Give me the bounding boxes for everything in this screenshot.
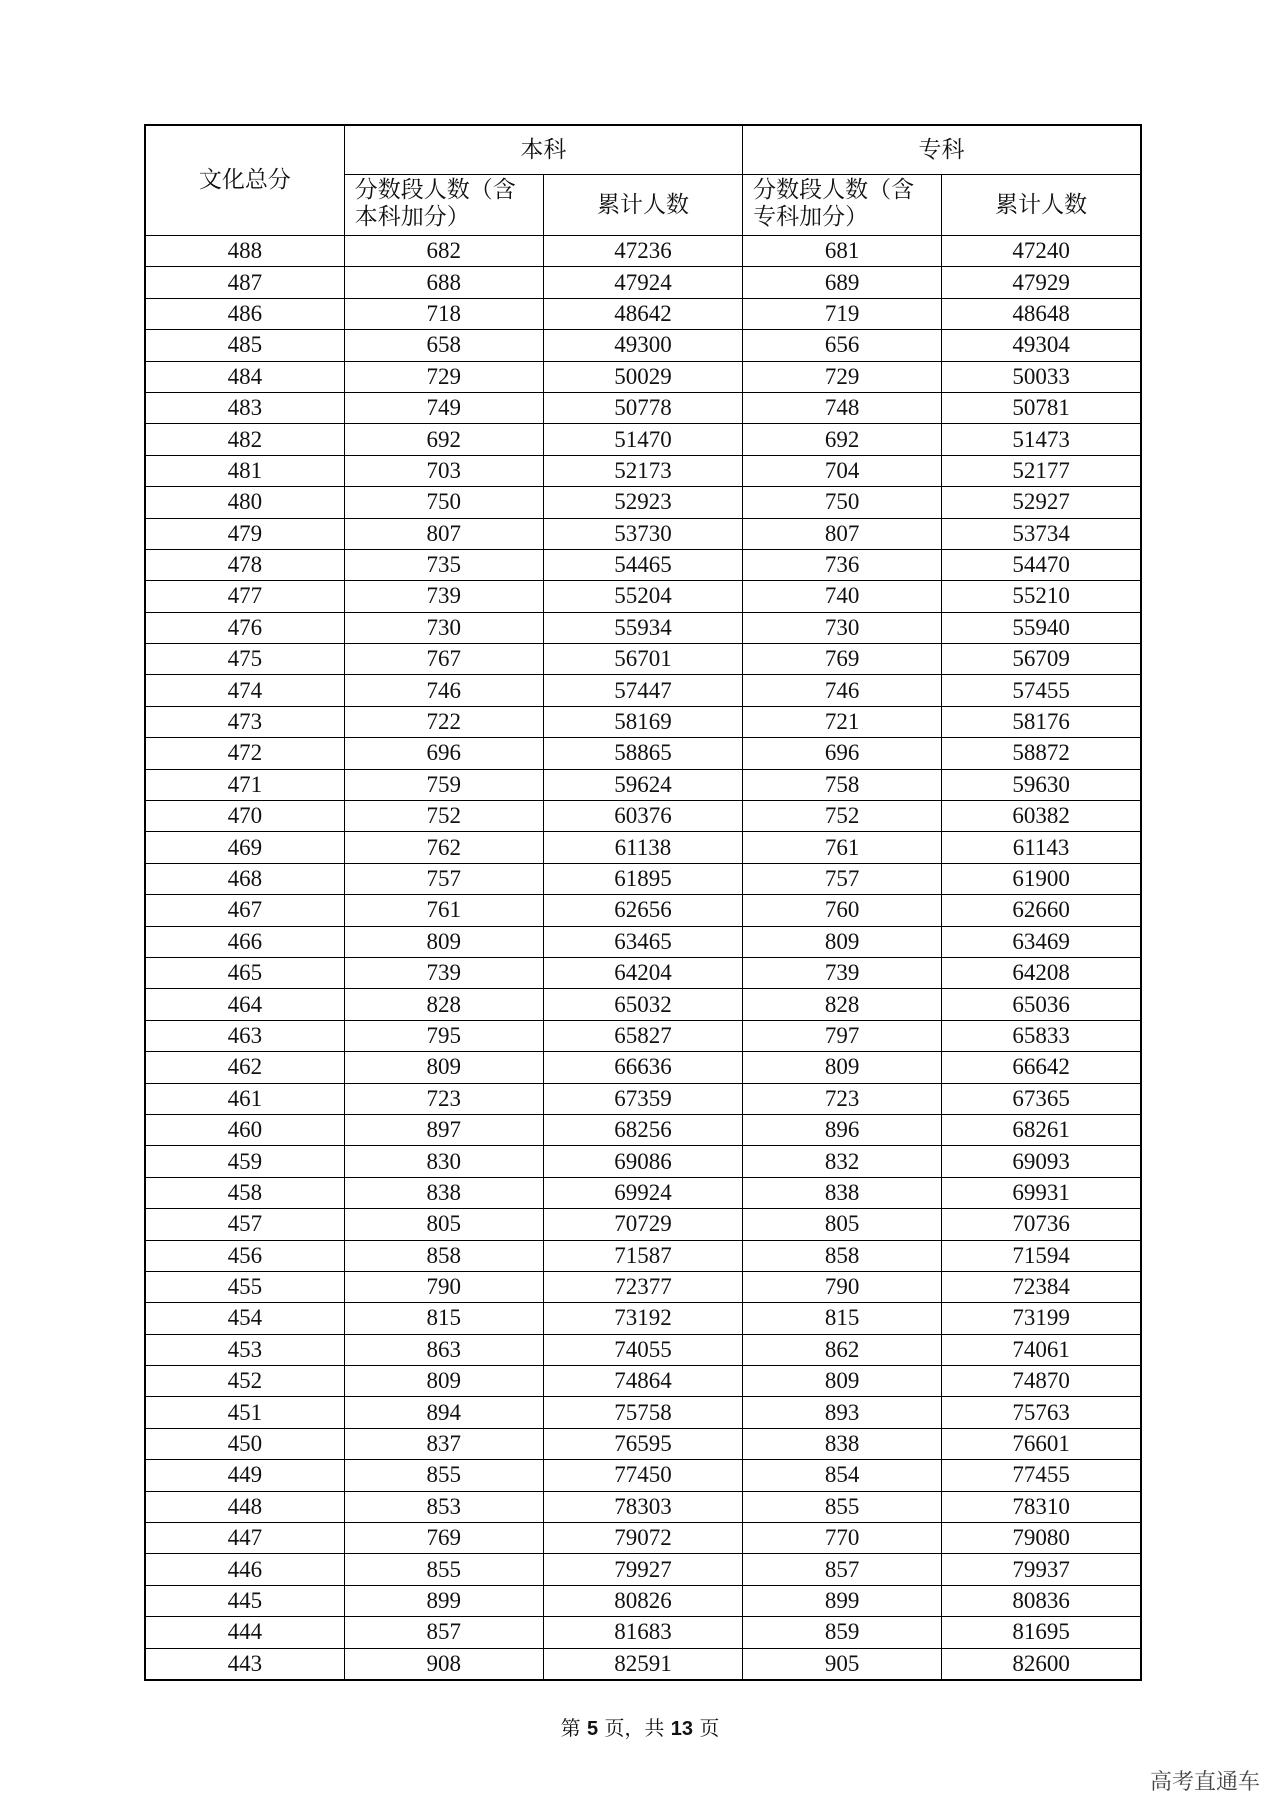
zhuanke-count-cell: 704: [743, 455, 942, 486]
table-row: [145, 1209, 1141, 1240]
zhuanke-count-cell: 809: [743, 1366, 942, 1397]
benke-cumulative-cell: 61895: [543, 863, 742, 894]
zhuanke-cumulative-cell: 78310: [942, 1491, 1141, 1522]
table-row: [145, 832, 1141, 863]
table-row: [145, 361, 1141, 392]
table-row: [145, 1397, 1141, 1428]
zhuanke-cumulative-cell: 56709: [942, 644, 1141, 675]
zhuanke-count-cell: 689: [743, 267, 942, 298]
benke-count-cell: 759: [344, 769, 543, 800]
benke-count-cell: 730: [344, 612, 543, 643]
zhuanke-cumulative-cell: 82600: [942, 1648, 1141, 1680]
table-row: [145, 1146, 1141, 1177]
benke-cumulative-cell: 68256: [543, 1114, 742, 1145]
benke-count-cell: 858: [344, 1240, 543, 1271]
zhuanke-count-cell: 857: [743, 1554, 942, 1585]
benke-count-cell: 696: [344, 738, 543, 769]
benke-cumulative-cell: 72377: [543, 1271, 742, 1302]
table-row: [145, 424, 1141, 455]
benke-cumulative-cell: 55934: [543, 612, 742, 643]
zhuanke-count-cell: 730: [743, 612, 942, 643]
zhuanke-count-cell: 748: [743, 392, 942, 423]
zhuanke-count-cell: 832: [743, 1146, 942, 1177]
benke-cumulative-cell: 50778: [543, 392, 742, 423]
score-cell: 465: [145, 957, 344, 988]
score-cell: 447: [145, 1523, 344, 1554]
zhuanke-cumulative-cell: 55210: [942, 581, 1141, 612]
score-cell: 483: [145, 392, 344, 423]
score-cell: 488: [145, 236, 344, 267]
zhuanke-cumulative-cell: 68261: [942, 1114, 1141, 1145]
zhuanke-count-cell: 723: [743, 1083, 942, 1114]
table-row: [145, 1114, 1141, 1145]
score-cell: 471: [145, 769, 344, 800]
score-cell: 478: [145, 549, 344, 580]
zhuanke-count-cell: 790: [743, 1271, 942, 1302]
benke-cumulative-cell: 77450: [543, 1460, 742, 1491]
table-row: [145, 1271, 1141, 1302]
benke-cumulative-cell: 65032: [543, 989, 742, 1020]
benke-cumulative-cell: 49300: [543, 330, 742, 361]
benke-count-cell: 805: [344, 1209, 543, 1240]
score-cell: 449: [145, 1460, 344, 1491]
score-cell: 485: [145, 330, 344, 361]
zhuanke-count-cell: 770: [743, 1523, 942, 1554]
benke-count-cell: 718: [344, 298, 543, 329]
benke-cumulative-cell: 78303: [543, 1491, 742, 1522]
zhuanke-cumulative-cell: 72384: [942, 1271, 1141, 1302]
zhuanke-count-cell: 858: [743, 1240, 942, 1271]
zhuanke-count-cell: 729: [743, 361, 942, 392]
header-benke-count: 分数段人数（含本科加分）: [344, 175, 543, 236]
table-row: [145, 298, 1141, 329]
benke-count-cell: 815: [344, 1303, 543, 1334]
benke-cumulative-cell: 64204: [543, 957, 742, 988]
benke-count-cell: 739: [344, 581, 543, 612]
score-cell: 468: [145, 863, 344, 894]
benke-count-cell: 729: [344, 361, 543, 392]
score-cell: 474: [145, 675, 344, 706]
table-row: [145, 895, 1141, 926]
zhuanke-cumulative-cell: 54470: [942, 549, 1141, 580]
table-row: [145, 926, 1141, 957]
benke-count-cell: 761: [344, 895, 543, 926]
zhuanke-count-cell: 736: [743, 549, 942, 580]
table-row: [145, 1585, 1141, 1616]
table-row: [145, 1491, 1141, 1522]
score-cell: 444: [145, 1617, 344, 1648]
table-row: [145, 1052, 1141, 1083]
benke-cumulative-cell: 51470: [543, 424, 742, 455]
benke-cumulative-cell: 71587: [543, 1240, 742, 1271]
score-cell: 482: [145, 424, 344, 455]
zhuanke-cumulative-cell: 59630: [942, 769, 1141, 800]
benke-cumulative-cell: 82591: [543, 1648, 742, 1680]
benke-count-cell: 838: [344, 1177, 543, 1208]
benke-count-cell: 809: [344, 1052, 543, 1083]
benke-cumulative-cell: 70729: [543, 1209, 742, 1240]
score-cell: 476: [145, 612, 344, 643]
benke-count-cell: 853: [344, 1491, 543, 1522]
score-cell: 456: [145, 1240, 344, 1271]
benke-cumulative-cell: 58865: [543, 738, 742, 769]
zhuanke-count-cell: 809: [743, 926, 942, 957]
score-cell: 452: [145, 1366, 344, 1397]
header-group-zhuanke: 专科: [743, 125, 1141, 175]
score-distribution-table: [144, 124, 1142, 1681]
score-cell: 453: [145, 1334, 344, 1365]
zhuanke-cumulative-cell: 51473: [942, 424, 1141, 455]
score-cell: 479: [145, 518, 344, 549]
header-group-benke: 本科: [344, 125, 742, 175]
zhuanke-count-cell: 815: [743, 1303, 942, 1334]
benke-count-cell: 762: [344, 832, 543, 863]
score-cell: 458: [145, 1177, 344, 1208]
table-row: [145, 863, 1141, 894]
score-cell: 470: [145, 801, 344, 832]
benke-cumulative-cell: 74055: [543, 1334, 742, 1365]
zhuanke-count-cell: 807: [743, 518, 942, 549]
zhuanke-count-cell: 797: [743, 1020, 942, 1051]
score-cell: 460: [145, 1114, 344, 1145]
table-row: [145, 1083, 1141, 1114]
table-row: [145, 1554, 1141, 1585]
table-row: [145, 989, 1141, 1020]
zhuanke-cumulative-cell: 74061: [942, 1334, 1141, 1365]
zhuanke-count-cell: 656: [743, 330, 942, 361]
benke-cumulative-cell: 76595: [543, 1428, 742, 1459]
benke-count-cell: 899: [344, 1585, 543, 1616]
zhuanke-count-cell: 769: [743, 644, 942, 675]
benke-count-cell: 894: [344, 1397, 543, 1428]
table-row: [145, 644, 1141, 675]
benke-count-cell: 795: [344, 1020, 543, 1051]
score-cell: 487: [145, 267, 344, 298]
table-row: [145, 1366, 1141, 1397]
score-cell: 472: [145, 738, 344, 769]
table-row: [145, 769, 1141, 800]
benke-count-cell: 809: [344, 1366, 543, 1397]
table-row: [145, 518, 1141, 549]
zhuanke-count-cell: 805: [743, 1209, 942, 1240]
benke-count-cell: 855: [344, 1460, 543, 1491]
benke-count-cell: 830: [344, 1146, 543, 1177]
zhuanke-cumulative-cell: 77455: [942, 1460, 1141, 1491]
benke-cumulative-cell: 79927: [543, 1554, 742, 1585]
zhuanke-cumulative-cell: 79080: [942, 1523, 1141, 1554]
benke-cumulative-cell: 81683: [543, 1617, 742, 1648]
benke-count-cell: 809: [344, 926, 543, 957]
score-cell: 475: [145, 644, 344, 675]
score-cell: 455: [145, 1271, 344, 1302]
zhuanke-cumulative-cell: 64208: [942, 957, 1141, 988]
table-row: [145, 1648, 1141, 1680]
score-cell: 448: [145, 1491, 344, 1522]
benke-cumulative-cell: 61138: [543, 832, 742, 863]
benke-cumulative-cell: 54465: [543, 549, 742, 580]
zhuanke-cumulative-cell: 69093: [942, 1146, 1141, 1177]
zhuanke-count-cell: 828: [743, 989, 942, 1020]
benke-count-cell: 767: [344, 644, 543, 675]
benke-cumulative-cell: 48642: [543, 298, 742, 329]
zhuanke-cumulative-cell: 73199: [942, 1303, 1141, 1334]
benke-cumulative-cell: 66636: [543, 1052, 742, 1083]
zhuanke-cumulative-cell: 61143: [942, 832, 1141, 863]
benke-count-cell: 837: [344, 1428, 543, 1459]
score-cell: 473: [145, 706, 344, 737]
zhuanke-cumulative-cell: 47240: [942, 236, 1141, 267]
score-cell: 459: [145, 1146, 344, 1177]
zhuanke-count-cell: 905: [743, 1648, 942, 1680]
score-cell: 462: [145, 1052, 344, 1083]
table-row: [145, 1334, 1141, 1365]
table-row: [145, 1020, 1141, 1051]
zhuanke-cumulative-cell: 50033: [942, 361, 1141, 392]
zhuanke-cumulative-cell: 58176: [942, 706, 1141, 737]
zhuanke-cumulative-cell: 62660: [942, 895, 1141, 926]
score-cell: 486: [145, 298, 344, 329]
benke-cumulative-cell: 47236: [543, 236, 742, 267]
benke-cumulative-cell: 50029: [543, 361, 742, 392]
benke-count-cell: 682: [344, 236, 543, 267]
benke-cumulative-cell: 59624: [543, 769, 742, 800]
benke-count-cell: 828: [344, 989, 543, 1020]
benke-count-cell: 750: [344, 487, 543, 518]
zhuanke-cumulative-cell: 80836: [942, 1585, 1141, 1616]
benke-cumulative-cell: 74864: [543, 1366, 742, 1397]
table-row: [145, 1428, 1141, 1459]
benke-cumulative-cell: 55204: [543, 581, 742, 612]
zhuanke-cumulative-cell: 47929: [942, 267, 1141, 298]
benke-cumulative-cell: 56701: [543, 644, 742, 675]
score-cell: 484: [145, 361, 344, 392]
header-benke-cumulative: 累计人数: [543, 175, 742, 236]
header-zhuanke-cumulative: 累计人数: [942, 175, 1141, 236]
table-row: [145, 1460, 1141, 1491]
benke-cumulative-cell: 53730: [543, 518, 742, 549]
zhuanke-cumulative-cell: 65833: [942, 1020, 1141, 1051]
benke-count-cell: 863: [344, 1334, 543, 1365]
table-row: [145, 549, 1141, 580]
zhuanke-cumulative-cell: 69931: [942, 1177, 1141, 1208]
benke-cumulative-cell: 67359: [543, 1083, 742, 1114]
table-row: [145, 581, 1141, 612]
table-row: [145, 706, 1141, 737]
zhuanke-count-cell: 809: [743, 1052, 942, 1083]
zhuanke-count-cell: 899: [743, 1585, 942, 1616]
zhuanke-cumulative-cell: 52177: [942, 455, 1141, 486]
table-row: [145, 267, 1141, 298]
table-row: [145, 1523, 1141, 1554]
benke-count-cell: 752: [344, 801, 543, 832]
benke-cumulative-cell: 52173: [543, 455, 742, 486]
score-cell: 445: [145, 1585, 344, 1616]
benke-count-cell: 703: [344, 455, 543, 486]
benke-count-cell: 658: [344, 330, 543, 361]
footer-prefix: 第: [560, 1716, 581, 1740]
table-row: [145, 738, 1141, 769]
benke-cumulative-cell: 63465: [543, 926, 742, 957]
table-row: [145, 1177, 1141, 1208]
zhuanke-cumulative-cell: 57455: [942, 675, 1141, 706]
zhuanke-count-cell: 721: [743, 706, 942, 737]
zhuanke-count-cell: 746: [743, 675, 942, 706]
benke-count-cell: 897: [344, 1114, 543, 1145]
zhuanke-count-cell: 761: [743, 832, 942, 863]
benke-count-cell: 749: [344, 392, 543, 423]
score-cell: 469: [145, 832, 344, 863]
benke-cumulative-cell: 52923: [543, 487, 742, 518]
zhuanke-count-cell: 862: [743, 1334, 942, 1365]
table-row: [145, 487, 1141, 518]
zhuanke-count-cell: 760: [743, 895, 942, 926]
benke-count-cell: 807: [344, 518, 543, 549]
zhuanke-cumulative-cell: 71594: [942, 1240, 1141, 1271]
score-cell: 451: [145, 1397, 344, 1428]
benke-cumulative-cell: 57447: [543, 675, 742, 706]
zhuanke-cumulative-cell: 60382: [942, 801, 1141, 832]
header-zhuanke-count: 分数段人数（含专科加分）: [743, 175, 942, 236]
zhuanke-cumulative-cell: 70736: [942, 1209, 1141, 1240]
score-cell: 466: [145, 926, 344, 957]
footer-suffix: 页: [699, 1716, 720, 1740]
zhuanke-count-cell: 740: [743, 581, 942, 612]
zhuanke-count-cell: 739: [743, 957, 942, 988]
benke-count-cell: 688: [344, 267, 543, 298]
table-row: [145, 1617, 1141, 1648]
zhuanke-cumulative-cell: 67365: [942, 1083, 1141, 1114]
zhuanke-cumulative-cell: 49304: [942, 330, 1141, 361]
score-cell: 481: [145, 455, 344, 486]
zhuanke-count-cell: 758: [743, 769, 942, 800]
benke-cumulative-cell: 58169: [543, 706, 742, 737]
table-row: [145, 1303, 1141, 1334]
zhuanke-count-cell: 719: [743, 298, 942, 329]
zhuanke-cumulative-cell: 66642: [942, 1052, 1141, 1083]
zhuanke-cumulative-cell: 50781: [942, 392, 1141, 423]
benke-count-cell: 739: [344, 957, 543, 988]
footer-page-number: 5: [586, 1718, 599, 1740]
table-row: [145, 236, 1141, 267]
score-cell: 467: [145, 895, 344, 926]
benke-count-cell: 857: [344, 1617, 543, 1648]
score-cell: 443: [145, 1648, 344, 1680]
score-cell: 477: [145, 581, 344, 612]
benke-cumulative-cell: 62656: [543, 895, 742, 926]
benke-cumulative-cell: 69086: [543, 1146, 742, 1177]
footer-total-pages: 13: [670, 1718, 694, 1740]
table-row: [145, 455, 1141, 486]
zhuanke-cumulative-cell: 63469: [942, 926, 1141, 957]
score-cell: 463: [145, 1020, 344, 1051]
benke-cumulative-cell: 73192: [543, 1303, 742, 1334]
zhuanke-cumulative-cell: 75763: [942, 1397, 1141, 1428]
zhuanke-count-cell: 696: [743, 738, 942, 769]
benke-cumulative-cell: 47924: [543, 267, 742, 298]
benke-cumulative-cell: 79072: [543, 1523, 742, 1554]
page-footer: [0, 1712, 1280, 1741]
benke-count-cell: 757: [344, 863, 543, 894]
score-cell: 480: [145, 487, 344, 518]
zhuanke-count-cell: 692: [743, 424, 942, 455]
zhuanke-count-cell: 757: [743, 863, 942, 894]
table-row: [145, 957, 1141, 988]
table-row: [145, 801, 1141, 832]
watermark: 高考直通车: [1149, 1770, 1260, 1795]
zhuanke-cumulative-cell: 76601: [942, 1428, 1141, 1459]
score-cell: 457: [145, 1209, 344, 1240]
zhuanke-count-cell: 681: [743, 236, 942, 267]
zhuanke-count-cell: 859: [743, 1617, 942, 1648]
zhuanke-count-cell: 752: [743, 801, 942, 832]
zhuanke-cumulative-cell: 61900: [942, 863, 1141, 894]
zhuanke-cumulative-cell: 52927: [942, 487, 1141, 518]
benke-count-cell: 769: [344, 1523, 543, 1554]
table-row: [145, 675, 1141, 706]
zhuanke-cumulative-cell: 65036: [942, 989, 1141, 1020]
score-cell: 461: [145, 1083, 344, 1114]
score-cell: 464: [145, 989, 344, 1020]
table-row: [145, 330, 1141, 361]
benke-cumulative-cell: 69924: [543, 1177, 742, 1208]
zhuanke-cumulative-cell: 58872: [942, 738, 1141, 769]
benke-count-cell: 735: [344, 549, 543, 580]
footer-middle: 页，共: [604, 1716, 665, 1740]
zhuanke-count-cell: 854: [743, 1460, 942, 1491]
zhuanke-cumulative-cell: 53734: [942, 518, 1141, 549]
benke-cumulative-cell: 80826: [543, 1585, 742, 1616]
header-score: 文化总分: [145, 125, 344, 236]
zhuanke-count-cell: 896: [743, 1114, 942, 1145]
zhuanke-cumulative-cell: 79937: [942, 1554, 1141, 1585]
zhuanke-count-cell: 750: [743, 487, 942, 518]
zhuanke-cumulative-cell: 55940: [942, 612, 1141, 643]
benke-cumulative-cell: 75758: [543, 1397, 742, 1428]
table-row: [145, 392, 1141, 423]
benke-count-cell: 692: [344, 424, 543, 455]
zhuanke-count-cell: 838: [743, 1428, 942, 1459]
zhuanke-cumulative-cell: 48648: [942, 298, 1141, 329]
zhuanke-count-cell: 893: [743, 1397, 942, 1428]
zhuanke-cumulative-cell: 81695: [942, 1617, 1141, 1648]
benke-count-cell: 722: [344, 706, 543, 737]
score-cell: 446: [145, 1554, 344, 1585]
score-cell: 450: [145, 1428, 344, 1459]
zhuanke-cumulative-cell: 74870: [942, 1366, 1141, 1397]
benke-count-cell: 723: [344, 1083, 543, 1114]
benke-cumulative-cell: 60376: [543, 801, 742, 832]
zhuanke-count-cell: 838: [743, 1177, 942, 1208]
benke-count-cell: 855: [344, 1554, 543, 1585]
zhuanke-count-cell: 855: [743, 1491, 942, 1522]
table-row: [145, 1240, 1141, 1271]
table-row: [145, 612, 1141, 643]
benke-count-cell: 790: [344, 1271, 543, 1302]
benke-count-cell: 908: [344, 1648, 543, 1680]
score-cell: 454: [145, 1303, 344, 1334]
benke-cumulative-cell: 65827: [543, 1020, 742, 1051]
table-body: [145, 236, 1141, 1680]
benke-count-cell: 746: [344, 675, 543, 706]
